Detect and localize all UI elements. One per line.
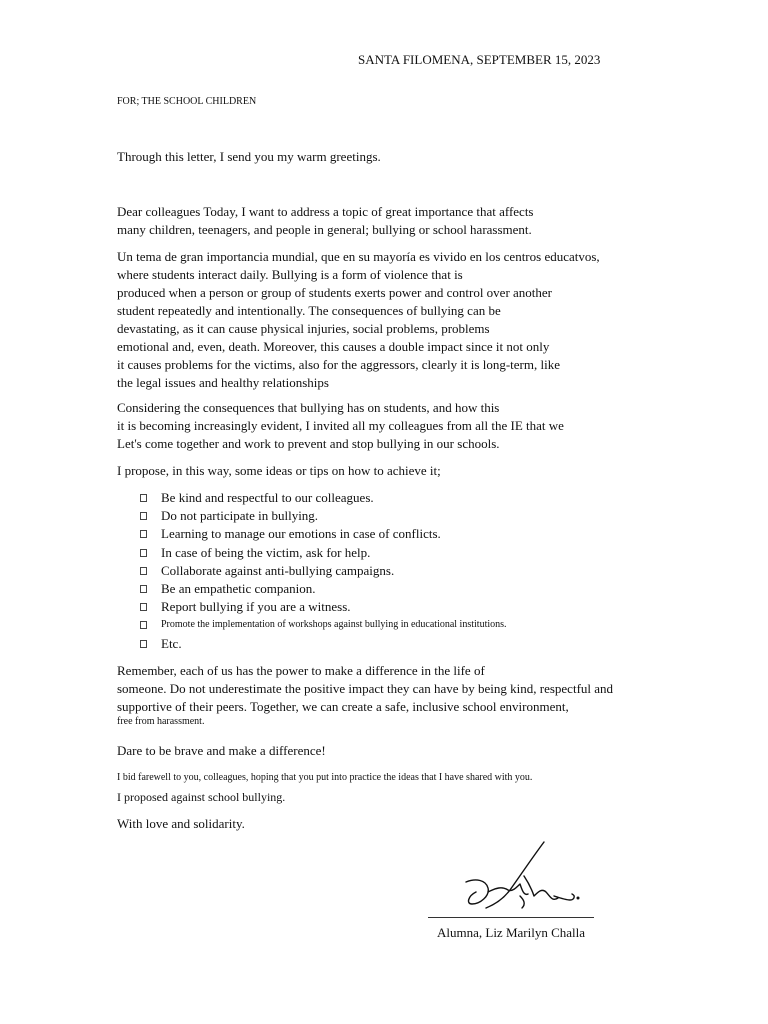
paragraph-remember (117, 662, 613, 728)
list-item (140, 635, 507, 653)
closing-line: With love and solidarity. (117, 816, 245, 831)
dare-line: Dare to be brave and make a difference! (117, 743, 326, 758)
list-item (140, 507, 507, 525)
paragraph-line: Remember, each of us has the power to make a difference in the life of (117, 663, 485, 678)
checkbox-icon (140, 512, 147, 520)
list-item (140, 544, 507, 562)
paragraph-line: many children, teenagers, and people in general; bullying or school harassment. (117, 222, 532, 237)
checkbox-icon (140, 494, 147, 502)
list-item (140, 598, 507, 616)
signature-image (462, 838, 592, 918)
paragraph-line: student repeatedly and intentionally. The consequences of bullying can be (117, 303, 501, 318)
date-line: SANTA FILOMENA, SEPTEMBER 15, 2023 (358, 52, 601, 67)
checkbox-icon (140, 640, 147, 648)
checkbox-icon (140, 621, 147, 629)
list-item (140, 562, 507, 580)
paragraph-line: Dear colleagues Today, I want to address a topic of great importance that affects (117, 204, 534, 219)
paragraph-line-small: free from harassment. (117, 716, 205, 727)
tip-text: Be an empathetic companion. (161, 581, 316, 597)
paragraph-line: produced when a person or group of students exerts power and control over another (117, 285, 553, 300)
checkbox-icon (140, 549, 147, 557)
tips-list (140, 489, 507, 653)
tip-text: Etc. (161, 635, 182, 651)
tip-text: In case of being the victim, ask for help. (161, 544, 371, 560)
signature-icon (462, 838, 592, 918)
tip-text: Be kind and respectful to our colleagues. (161, 490, 374, 506)
paragraph-line: it causes problems for the victims, also for the aggressors, clearly it is long-term, like (117, 357, 560, 372)
list-item (140, 489, 507, 507)
signer-name: Alumna, Liz Marilyn Challa (437, 925, 586, 940)
tip-text: Do not participate in bullying. (161, 508, 319, 524)
propose-intro: I propose, in this way, some ideas or tips on how to achieve it; (117, 463, 441, 478)
recipient-line: FOR; THE SCHOOL CHILDREN (117, 96, 257, 107)
list-item (140, 580, 507, 598)
checkbox-icon (140, 530, 147, 538)
checkbox-icon (140, 567, 147, 575)
tip-text: Report bullying if you are a witness. (161, 599, 351, 615)
paragraph-line: someone. Do not underestimate the positive impact they can have by being kind, respectful and (117, 681, 614, 696)
paragraph-line: Let's come together and work to prevent and stop bullying in our schools. (117, 436, 500, 451)
signature-line (428, 917, 594, 918)
list-item (140, 525, 507, 543)
checkbox-icon (140, 585, 147, 593)
farewell-line: I bid farewell to you, colleagues, hoping that you put into practice the ideas that I have shared with you. (117, 772, 533, 783)
checkbox-icon (140, 603, 147, 611)
paragraph-line: the legal issues and healthy relationships (117, 375, 329, 390)
paragraph-line: devastating, as it can cause physical injuries, social problems, problems (117, 321, 490, 336)
paragraph-intro (117, 203, 534, 239)
paragraph-line: Considering the consequences that bullying has on students, and how this (117, 400, 500, 415)
paragraph-line: Un tema de gran importancia mundial, que en su mayoría es vivido en los centros educatvos, (117, 249, 600, 264)
paragraph-consequences (117, 399, 564, 453)
paragraph-line: supportive of their peers. Together, we can create a safe, inclusive school environment, (117, 699, 569, 714)
tip-text: Promote the implementation of workshops against bullying in educational institutions. (161, 619, 507, 631)
paragraph-line: it is becoming increasingly evident, I invited all my colleagues from all the IE that we (117, 418, 564, 433)
proposed-line: I proposed against school bullying. (117, 790, 286, 804)
paragraph-line: where students interact daily. Bullying is a form of violence that is (117, 267, 463, 282)
paragraph-bullying-definition (117, 248, 600, 392)
tip-text: Collaborate against anti-bullying campaigns. (161, 562, 395, 578)
tip-text: Learning to manage our emotions in case of conflicts. (161, 526, 441, 542)
paragraph-line: emotional and, even, death. Moreover, this causes a double impact since it not only (117, 339, 550, 354)
list-item (140, 616, 507, 634)
greeting-line: Through this letter, I send you my warm greetings. (117, 149, 381, 164)
